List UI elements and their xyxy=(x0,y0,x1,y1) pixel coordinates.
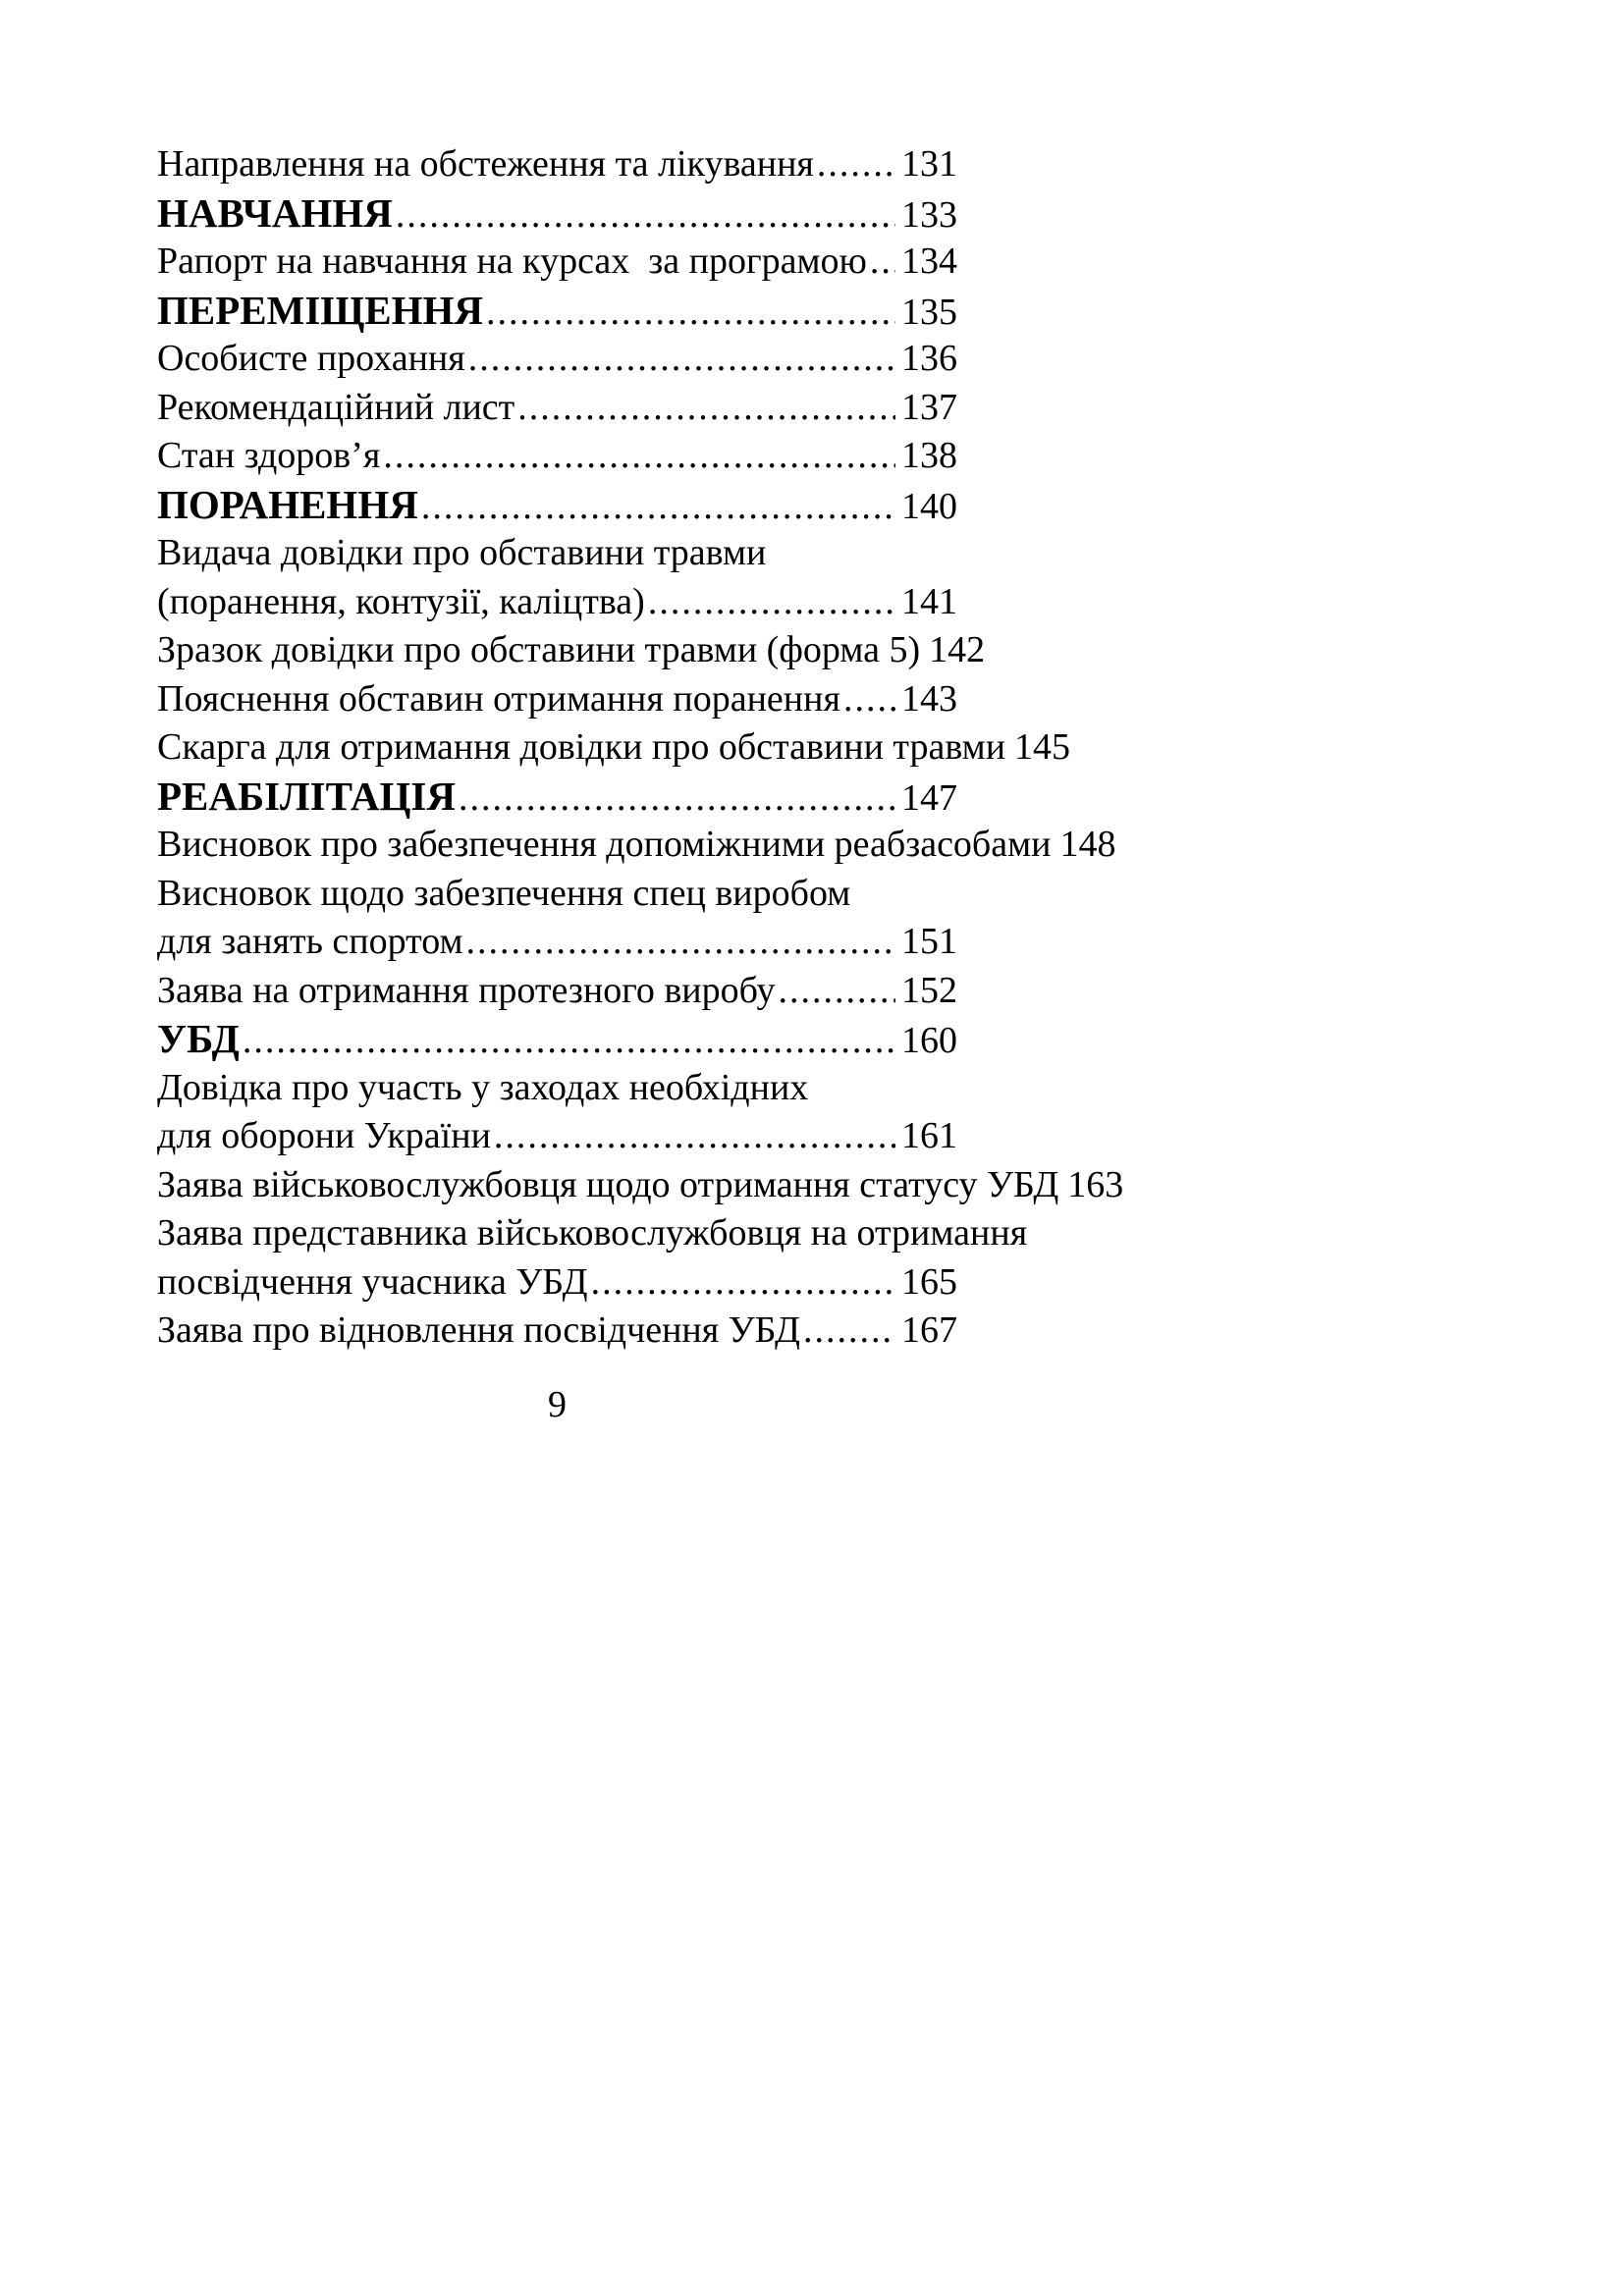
toc-entry-title: Висновок щодо забезпечення спец виробом xyxy=(157,872,851,914)
toc-entry-title: Стан здоров’я xyxy=(157,435,381,476)
toc-entry xyxy=(157,238,957,287)
toc-entry-page: 136 xyxy=(901,338,957,379)
toc-dot-leader xyxy=(514,384,895,433)
toc-entry xyxy=(157,918,957,967)
toc-entry xyxy=(157,1112,957,1161)
toc-entry xyxy=(157,626,986,675)
toc-entry-title: Видача довідки про обставини травми xyxy=(157,532,767,573)
toc-entry-title: для оборони України xyxy=(157,1115,491,1156)
toc-entry xyxy=(157,578,957,627)
toc-entry-page: 147 xyxy=(901,776,957,819)
page-number: 9 xyxy=(548,1383,567,1425)
toc-entry-title: РЕАБІЛІТАЦІЯ xyxy=(157,773,456,819)
toc-entry xyxy=(157,773,957,822)
toc-entry-title: Довідка про участь у заходах необхідних xyxy=(157,1066,809,1108)
toc-entry-page: 165 xyxy=(901,1260,957,1303)
toc-entry-page: 143 xyxy=(901,677,957,720)
toc-entry-page: 148 xyxy=(1059,824,1116,865)
toc-entry xyxy=(157,1209,1028,1258)
toc-entry-page: 137 xyxy=(901,386,957,428)
toc-entry xyxy=(157,189,957,239)
toc-entry-page: 134 xyxy=(901,240,957,282)
toc-dot-leader xyxy=(645,578,895,627)
toc-entry-page: 161 xyxy=(901,1115,957,1156)
toc-entry-page: 131 xyxy=(901,143,957,185)
toc-entry xyxy=(157,1161,1124,1210)
toc-entry-title: для занять спортом xyxy=(157,921,463,962)
toc-entry-title: Заява на отримання протезного виробу xyxy=(157,969,776,1011)
toc-entry-title: (поранення, контузії, каліцтва) xyxy=(157,580,645,622)
toc-dot-leader xyxy=(456,774,895,824)
toc-entry xyxy=(157,432,957,481)
toc-entry xyxy=(157,1015,957,1064)
toc-dot-leader xyxy=(867,238,895,287)
toc-entry-page: 160 xyxy=(901,1020,957,1061)
toc-entry xyxy=(157,287,957,336)
toc-dot-leader xyxy=(840,675,895,724)
toc-dot-leader xyxy=(463,918,895,967)
toc-entry-page: 142 xyxy=(929,629,986,670)
toc-dot-leader xyxy=(393,191,895,240)
toc-entry-title: Особисте прохання xyxy=(157,338,465,379)
toc-list xyxy=(157,140,1124,1356)
toc-dot-leader xyxy=(814,140,895,189)
toc-content xyxy=(157,140,1124,1429)
toc-entry-page: 141 xyxy=(901,580,957,622)
toc-entry-title: Висновок про забезпечення допоміжними реабзасобами xyxy=(157,824,1052,865)
toc-entry-page: 163 xyxy=(1067,1163,1124,1205)
toc-entry-page: 145 xyxy=(1014,726,1071,768)
toc-dot-leader xyxy=(491,1112,895,1161)
toc-entry xyxy=(157,335,957,384)
toc-entry xyxy=(157,723,1071,773)
toc-entry-title: Заява військовослужбовця щодо отримання статусу УБД xyxy=(157,1163,1059,1205)
toc-dot-leader xyxy=(776,967,895,1016)
toc-entry-title: Рапорт на навчання на курсах за програмою xyxy=(157,240,867,282)
toc-entry-title: Скарга для отримання довідки про обставини травми xyxy=(157,726,1006,768)
toc-dot-leader xyxy=(418,483,895,532)
toc-dot-leader xyxy=(465,335,895,384)
toc-dot-leader xyxy=(380,432,895,481)
toc-entry-title: Заява про відновлення посвідчення УБД xyxy=(157,1309,800,1351)
toc-entry-title: Заява представника військовослужбовця на отримання xyxy=(157,1212,1028,1254)
toc-entry xyxy=(157,870,957,919)
toc-entry-page: 151 xyxy=(901,921,957,962)
toc-dot-leader xyxy=(588,1258,895,1308)
toc-entry-title: Рекомендаційний лист xyxy=(157,386,515,428)
toc-entry-page: 152 xyxy=(901,969,957,1011)
toc-entry-page: 140 xyxy=(901,485,957,527)
toc-entry-page: 167 xyxy=(901,1309,957,1351)
toc-entry-title: Пояснення обставин отримання поранення xyxy=(157,677,840,720)
toc-entry-title: Направлення на обстеження та лікування xyxy=(157,143,814,185)
toc-entry xyxy=(157,675,957,724)
toc-dot-leader xyxy=(800,1307,895,1356)
toc-entry-title: Зразок довідки про обставини травми (форма 5) xyxy=(157,629,921,670)
toc-entry xyxy=(157,384,957,433)
toc-dot-leader xyxy=(483,289,895,338)
toc-entry-title: ПОРАНЕННЯ xyxy=(157,481,418,527)
toc-entry xyxy=(157,529,957,578)
toc-dot-leader xyxy=(240,1017,895,1066)
toc-entry-page: 138 xyxy=(901,435,957,476)
toc-entry xyxy=(157,1258,957,1308)
toc-entry-title: посвідчення учасника УБД xyxy=(157,1260,588,1303)
toc-entry xyxy=(157,1064,957,1113)
toc-entry-title: НАВЧАННЯ xyxy=(157,189,393,236)
toc-entry-page: 133 xyxy=(901,193,957,236)
toc-entry-page: 135 xyxy=(901,291,957,333)
toc-entry xyxy=(157,967,957,1016)
toc-entry-title: УБД xyxy=(157,1016,240,1061)
toc-entry xyxy=(157,821,1116,870)
toc-entry xyxy=(157,481,957,530)
toc-entry-title: ПЕРЕМІЩЕННЯ xyxy=(157,287,484,333)
toc-entry xyxy=(157,1307,957,1356)
toc-entry xyxy=(157,140,957,189)
